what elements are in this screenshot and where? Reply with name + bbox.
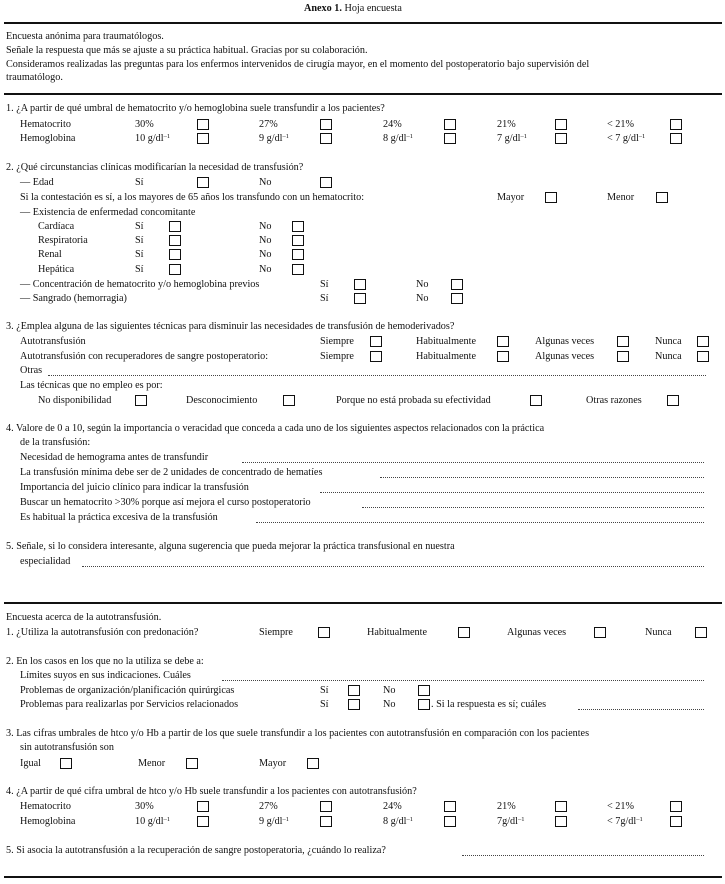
p1-q1-hb-label: Hemoglobina [20,133,76,144]
p2-q3-igual: Igual [20,758,41,769]
p1-q4-item-4: Buscar un hematocrito >30% porque así mejora el curso postoperatorio [20,497,311,508]
p1-q1-hto-24: 24% [383,119,402,130]
p1-q5-line-2: especialidad [20,556,71,567]
p1-q2-respiratoria-no-checkbox[interactable] [292,235,304,246]
p2-q2-org-no-checkbox[interactable] [418,685,430,696]
p1-q4-item-3: Importancia del juicio clínico para indicar la transfusión [20,482,249,493]
p1-q1-hb-lt7: < 7 $g/dl^{-1}$ [607,133,646,144]
p1-q1-hto-24-checkbox[interactable] [444,119,456,130]
p2-q3-igual-checkbox[interactable] [60,758,72,769]
p1-q2-respiratoria-si: Sí [135,235,144,246]
p1-q1-hb-8: 8 $g/dl^{-1}$ [383,133,413,144]
p1-q1-hto-30-checkbox[interactable] [197,119,209,130]
p1-q3-no-empleo: Las técnicas que no empleo es por: [20,380,163,391]
p1-q4-item-5: Es habitual la práctica excesiva de la transfusión [20,512,218,523]
p2-q2-serv-no: No [383,699,396,710]
p2-q5-answer-line[interactable] [462,855,704,856]
p1-q2-conc-si-checkbox[interactable] [354,279,366,290]
p1-q2-enf: — Existencia de enfermedad concomitante [20,207,196,218]
p1-q1-hb-9: 9 $g/dl^{-1}$ [259,133,289,144]
p1-q3-reason-4-checkbox[interactable] [667,395,679,406]
p1-q3-otras: Otras [20,365,43,376]
p1-q2-hepatica-no: No [259,264,272,275]
p1-q1-hto-lt21-checkbox[interactable] [670,119,682,130]
intro-line-4: traumatólogo. [6,72,63,83]
p2-q2-cuales: . Si la respuesta es sí; cuáles [431,699,547,710]
p1-q2-cardiaca: Cardíaca [38,221,75,232]
p1-q2-text: 2. ¿Qué circunstancias clínicas modificarían la necesidad de transfusión? [6,162,304,173]
p1-q2-hepatica-si-checkbox[interactable] [169,264,181,275]
p1-q2-edad: — Edad [20,177,54,188]
p1-q3-recup-siempre: Siempre [320,351,354,362]
p1-q2-sangrado-no: No [416,293,429,304]
p1-q2-respiratoria-no: No [259,235,272,246]
p1-q3-recup-nunca: Nunca [655,351,682,362]
p1-q3-reason-1-checkbox[interactable] [135,395,147,406]
p1-q1-hto-lt21: < 21% [607,119,634,130]
p2-q4-hb-lt7: < $7g/dl^{-1}$ [607,816,643,827]
document-title [304,4,402,14]
p2-q4-hto-30: 30% [135,801,154,812]
p1-q1-hto-27: 27% [259,119,278,130]
p1-q3-recup-siempre-checkbox[interactable] [370,351,382,362]
p2-q2-limits: Límites suyos en sus indicaciones. Cuáles [20,670,191,681]
p1-q2-mayor: Mayor [497,192,525,203]
p1-q2-cardiaca-no-checkbox[interactable] [292,221,304,232]
annex-title: Hoja encuesta [344,3,402,14]
p1-q1-hb-7-checkbox[interactable] [555,133,567,144]
p2-q1-algunas-checkbox[interactable] [594,627,606,638]
p2-q4-hto-27-checkbox[interactable] [320,801,332,812]
p1-q4-line-1: 4. Valore de 0 a 10, según la importancia o veracidad que conceda a cada uno de los siguientes aspectos relacionados con la práctica [6,423,545,434]
p2-q4-hb-lt7-checkbox[interactable] [670,816,682,827]
p1-q5-line-1: 5. Señale, si lo considera interesante, alguna sugerencia que pueda mejorar la práctica transfusional en nuestra [6,541,455,552]
p2-q4-hto-21: 21% [497,801,516,812]
p1-q2-edad-si: Sí [135,177,144,188]
p2-q4-hb-7: $7g/dl^{-1}$ [497,816,525,827]
section-rule [4,602,722,604]
p2-q1-nunca: Nunca [645,627,672,638]
p1-q4-item-3-line[interactable] [320,492,704,493]
p1-q2-renal-no-checkbox[interactable] [292,249,304,260]
p1-q1-hb-8-checkbox[interactable] [444,133,456,144]
p1-q2-menor-checkbox[interactable] [656,192,668,203]
p1-q2-sangrado-si: Sí [320,293,329,304]
p2-q4-hb-7-checkbox[interactable] [555,816,567,827]
p1-q3-text: 3. ¿Emplea alguna de las siguientes técnicas para disminuir las necesidades de transfusión de hemoderivados? [6,321,455,332]
p2-q3-mayor-checkbox[interactable] [307,758,319,769]
p1-q2-cardiaca-no: No [259,221,272,232]
p2-q4-hto-label: Hematocrito [20,801,71,812]
p2-q3-mayor: Mayor [259,758,287,769]
p2-q1-text: 1. ¿Utiliza la autotransfusión con predonación? [6,627,199,638]
p2-q2-limits-line[interactable] [222,680,704,681]
p1-q3-auto-algunas: Algunas veces [535,336,595,347]
p1-q3-auto-siempre: Siempre [320,336,354,347]
p1-q2-cardiaca-si-checkbox[interactable] [169,221,181,232]
p2-q2-org-no: No [383,685,396,696]
p1-q2-contest: Si la contestación es sí, a los mayores de 65 años los transfundo con un hematocrito: [20,192,365,203]
p1-q1-hto-21: 21% [497,119,516,130]
p1-q4-item-5-line[interactable] [256,522,704,523]
p1-q2-renal-si-checkbox[interactable] [169,249,181,260]
p2-q4-hb-label: Hemoglobina [20,816,76,827]
p1-q2-conc: — Concentración de hematocrito y/o hemoglobina previos [20,279,260,290]
p2-q4-hto-24: 24% [383,801,402,812]
p1-q4-item-1-line[interactable] [242,462,704,463]
p2-q1-algunas: Algunas veces [507,627,567,638]
p1-q3-auto-siempre-checkbox[interactable] [370,336,382,347]
p1-q3-auto-habitual-checkbox[interactable] [497,336,509,347]
p1-q3-auto-algunas-checkbox[interactable] [617,336,629,347]
p2-q2-cuales-line[interactable] [578,709,704,710]
p2-q3-menor-checkbox[interactable] [186,758,198,769]
p1-q3-reason-1: No disponibilidad [38,395,112,406]
p1-q4-line-2: de la transfusión: [20,437,91,448]
p2-q4-hto-lt21: < 21% [607,801,634,812]
p2-q2-serv-no-checkbox[interactable] [418,699,430,710]
p1-q2-conc-si: Sí [320,279,329,290]
p1-q2-cardiaca-si: Sí [135,221,144,232]
p2-q2-serv-si-checkbox[interactable] [348,699,360,710]
p2-q4-hb-10-checkbox[interactable] [197,816,209,827]
p2-q3-line-2: sin autotransfusión son [20,742,114,753]
p1-q2-sangrado-si-checkbox[interactable] [354,293,366,304]
p1-q2-conc-no: No [416,279,429,290]
p1-q1-hb-lt7-checkbox[interactable] [670,133,682,144]
p1-q3-reason-3: Porque no está probada su efectividad [336,395,491,406]
p1-q2-sangrado: — Sangrado (hemorragia) [20,293,127,304]
p1-q2-hepatica-no-checkbox[interactable] [292,264,304,275]
p1-q1-hb-7: 7 $g/dl^{-1}$ [497,133,527,144]
p1-q1-hb-9-checkbox[interactable] [320,133,332,144]
p1-q1-hto-label: Hematocrito [20,119,71,130]
p1-q2-edad-no: No [259,177,272,188]
p1-q1-hb-10: 10 $g/dl^{-1}$ [135,133,171,144]
bottom-rule [4,876,722,878]
p1-q3-recup-algunas: Algunas veces [535,351,595,362]
p1-q2-renal-no: No [259,249,272,260]
intro-line-2: Señale la respuesta que más se ajuste a su práctica habitual. Gracias por su colaboración. [6,45,368,56]
p1-q3-auto-nunca: Nunca [655,336,682,347]
p2-q4-hb-8: 8 $g/dl^{-1}$ [383,816,413,827]
p2-q2-org-si-checkbox[interactable] [348,685,360,696]
p2-q4-hto-27: 27% [259,801,278,812]
p1-q2-sangrado-no-checkbox[interactable] [451,293,463,304]
p1-q3-recup-habitual: Habitualmente [416,351,476,362]
p2-q3-line-1: 3. Las cifras umbrales de htco y/o Hb a partir de los que suele transfundir a los pacientes con autotransfusión en comparación con los pacientes [6,728,590,739]
p1-q3-reason-3-checkbox[interactable] [530,395,542,406]
p1-q1-hto-21-checkbox[interactable] [555,119,567,130]
p1-q3-recup-habitual-checkbox[interactable] [497,351,509,362]
p1-q2-renal: Renal [38,249,62,260]
p2-title: Encuesta acerca de la autotransfusión. [6,612,162,623]
p1-q2-hepatica-si: Sí [135,264,144,275]
p2-q5-text: 5. Si asocia la autotransfusión a la recuperación de sangre postoperatoria, ¿cuándo lo realiza? [6,845,386,856]
p2-q4-hto-21-checkbox[interactable] [555,801,567,812]
p1-q3-reason-4: Otras razones [586,395,642,406]
p2-q4-hb-9: 9 $g/dl^{-1}$ [259,816,289,827]
p1-q4-item-1: Necesidad de hemograma antes de transfundir [20,452,209,463]
p1-q3-otras-line[interactable] [48,375,706,376]
p1-q1-hto-30: 30% [135,119,154,130]
p1-q3-auto-habitual: Habitualmente [416,336,476,347]
p1-q2-edad-si-checkbox[interactable] [197,177,209,188]
p2-q2-serv-si: Sí [320,699,329,710]
p1-q3-reason-2: Desconocimiento [186,395,258,406]
intro-line-3: Consideramos realizadas las preguntas para los enfermos intervenidos de cirugía mayor, en el momento del postoperatorio bajo supervisión del [6,59,590,70]
p2-q4-hto-lt21-checkbox[interactable] [670,801,682,812]
p1-q1-hto-27-checkbox[interactable] [320,119,332,130]
p1-q4-item-4-line[interactable] [362,507,704,508]
p2-q4-hto-30-checkbox[interactable] [197,801,209,812]
p2-q2-text: 2. En los casos en los que no la utiliza se debe a: [6,656,204,667]
p2-q2-org-si: Sí [320,685,329,696]
intro-line-1: Encuesta anónima para traumatólogos. [6,31,164,42]
p2-q1-habitual-checkbox[interactable] [458,627,470,638]
p1-q2-respiratoria: Respiratoria [38,235,88,246]
p2-q4-hb-8-checkbox[interactable] [444,816,456,827]
p1-q2-menor: Menor [607,192,635,203]
p1-q1-hb-10-checkbox[interactable] [197,133,209,144]
p1-q3-reason-2-checkbox[interactable] [283,395,295,406]
p1-q2-mayor-checkbox[interactable] [545,192,557,203]
p1-q2-conc-no-checkbox[interactable] [451,279,463,290]
p2-q1-habitual: Habitualmente [367,627,427,638]
p1-q3-auto: Autotransfusión [20,336,86,347]
p1-q2-renal-si: Sí [135,249,144,260]
annex-number: Anexo 1. [304,3,342,14]
p2-q1-nunca-checkbox[interactable] [695,627,707,638]
p2-q4-text: 4. ¿A partir de qué cifra umbral de htco y/o Hb suele transfundir a los pacientes con autotransfusión? [6,786,417,797]
p1-q3-recup-nunca-checkbox[interactable] [697,351,709,362]
title-rule [4,22,722,24]
p1-q5-answer-line[interactable] [82,566,704,567]
p2-q1-siempre-checkbox[interactable] [318,627,330,638]
p1-q3-recup-algunas-checkbox[interactable] [617,351,629,362]
p2-q1-siempre: Siempre [259,627,293,638]
p1-q4-item-2: La transfusión mínima debe ser de 2 unidades de concentrado de hematíes [20,467,323,478]
intro-rule [4,93,722,95]
p2-q4-hb-10: 10 $g/dl^{-1}$ [135,816,171,827]
p2-q4-hto-24-checkbox[interactable] [444,801,456,812]
p1-q1-text: 1. ¿A partir de qué umbral de hematocrito y/o hemoglobina suele transfundir a los pacientes? [6,103,385,114]
p2-q3-menor: Menor [138,758,166,769]
p2-q2-org: Problemas de organización/planificación quirúrgicas [20,685,235,696]
p2-q4-hb-9-checkbox[interactable] [320,816,332,827]
p1-q3-recup: Autotransfusión con recuperadores de sangre postoperatorio: [20,351,269,362]
p1-q3-auto-nunca-checkbox[interactable] [697,336,709,347]
p1-q4-item-2-line[interactable] [380,477,704,478]
p1-q2-respiratoria-si-checkbox[interactable] [169,235,181,246]
p1-q2-edad-no-checkbox[interactable] [320,177,332,188]
p1-q2-hepatica: Hepática [38,264,75,275]
p2-q2-serv: Problemas para realizarlas por Servicios relacionados [20,699,239,710]
